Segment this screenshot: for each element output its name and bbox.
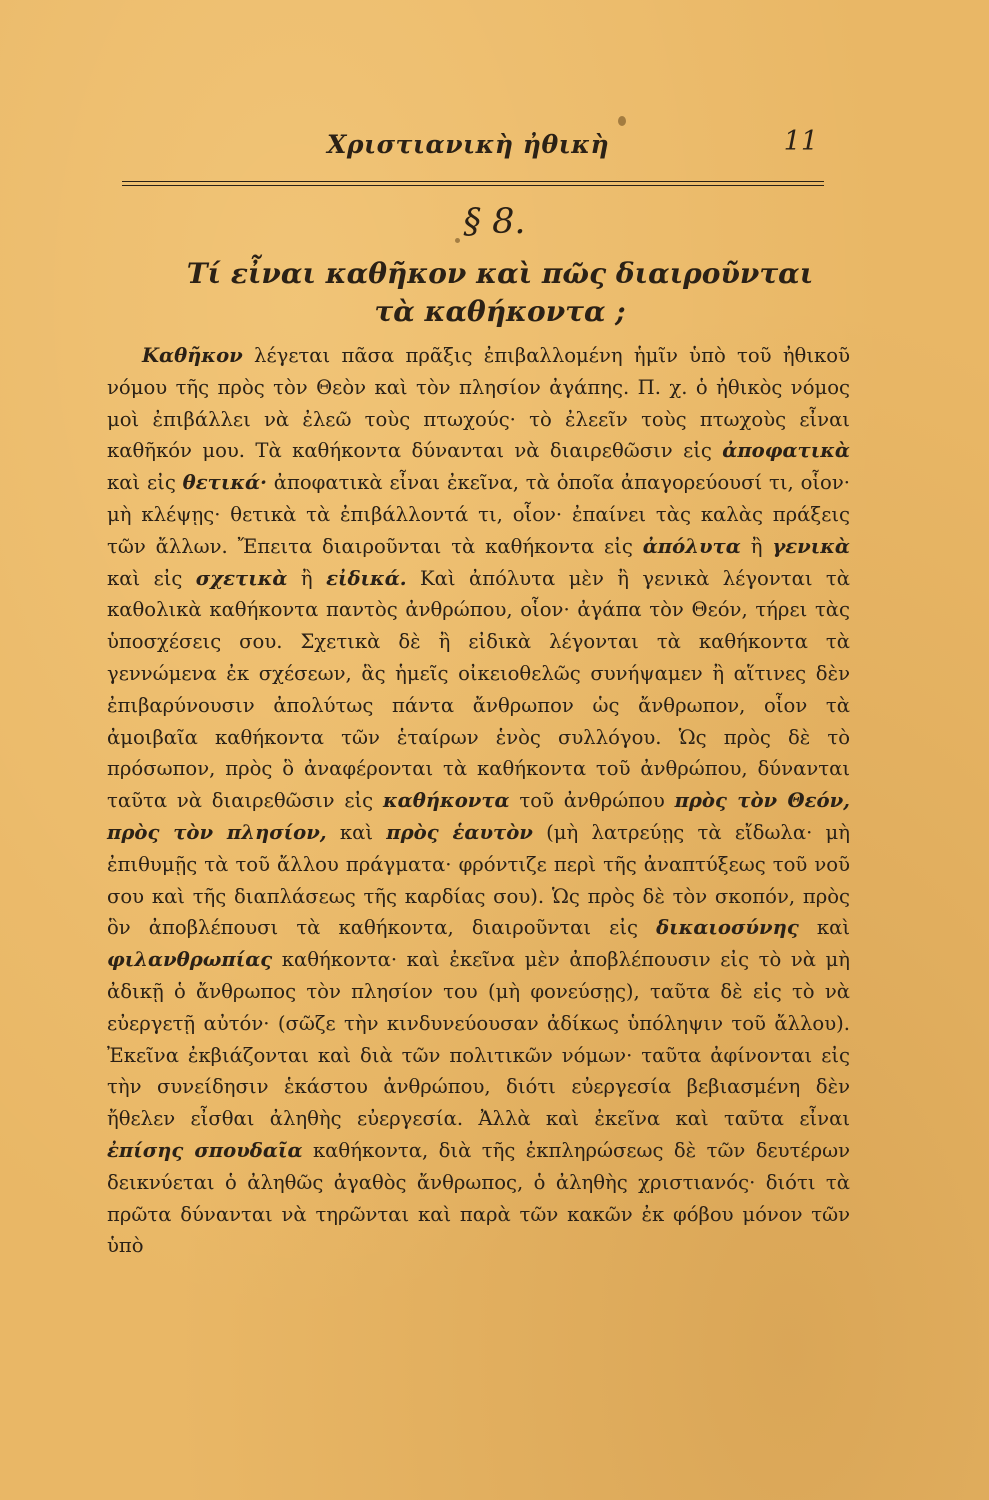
text-run: ἢ <box>740 534 773 558</box>
text-run: καθήκοντα, διὰ τῆς ἐκπληρώσεως δὲ τῶν δευτέρων δεικνύεται ὁ ἀληθῶς ἀγαθὸς ἄνθρωπος, ὁ ἀληθὴς χριστιανός· διότι τὰ πρῶτα δύνανται νὰ τηρῶνται καὶ παρὰ τῶν κακῶν ἐκ φόβου μόνον τῶν ὑπὸ <box>107 1138 850 1258</box>
running-head <box>122 126 822 170</box>
emphasis: θετικά· <box>182 471 267 495</box>
emphasis: πρὸς ἑαυτὸν <box>386 820 533 844</box>
emphasis: καθήκοντα <box>382 789 510 813</box>
emphasis: δικαιοσύνης <box>656 916 799 940</box>
text-run: καὶ <box>326 820 387 844</box>
section-title-line: Τί εἶναι καθῆκον καὶ πῶς διαιροῦνται <box>186 257 814 290</box>
text-run: καὶ εἰς <box>107 566 196 590</box>
text-run: τοῦ ἀνθρώπου <box>509 789 675 813</box>
emphasis: εἰδικά. <box>326 566 407 590</box>
rule-line <box>122 185 824 186</box>
emphasis: φιλανθρωπίας <box>107 948 273 972</box>
emphasis: ἀπόλυτα <box>642 534 741 558</box>
emphasis: ἐπίσης σπουδαῖα <box>107 1138 303 1162</box>
text-run: λέγεται πᾶσα πρᾶξις ἐπιβαλλομένη ἡμῖν ὑπὸ τοῦ ἠθικοῦ νόμου τῆς πρὸς τὸν Θεὸν καὶ τὸν πλησίον ἀγάπης. Π. χ. ὁ ἠθικὸς νόμος μοὶ ἐπιβάλλει νὰ ἐλεῶ τοὺς πτωχούς· τὸ ἐλεεῖν τοὺς πτωχοὺς εἶναι καθῆκόν μου. Τὰ καθήκοντα δύνανται νὰ διαιρεθῶσιν εἰς <box>107 344 850 463</box>
body-text <box>107 340 850 1262</box>
emphasis: πρὸς τὸν Θεόν, <box>674 789 850 813</box>
text-run: (μὴ λατρεύῃς τὰ εἴδωλα· μὴ ἐπιθυμῇς τὰ τοῦ ἄλλου πράγματα· φρόντιζε περὶ τῆς ἀναπτύξεως τοῦ νοῦ σου καὶ τῆς διαπλάσεως τῆς καρδίας σου). Ὡς πρὸς δὲ τὸν σκοπόν, πρὸς ὃν ἀποβλέπουσι τὰ καθήκοντα, διαιροῦνται εἰς <box>107 820 851 940</box>
running-title: Χριστιανικὴ ἠθικὴ <box>327 130 610 159</box>
emphasis: σχετικὰ <box>195 566 288 590</box>
text-run: καὶ <box>798 916 851 940</box>
section-number: § 8. <box>463 202 526 242</box>
emphasis: γενικὰ <box>772 534 850 558</box>
text-run: Καὶ ἀπόλυτα μὲν ἢ γενικὰ λέγονται τὰ καθολικὰ καθήκοντα παντὸς ἀνθρώπου, οἷον· ἀγάπα τὸν Θεόν, τήρει τὰς ὑποσχέσεις σου. Σχετικὰ δὲ ἢ εἰδικὰ λέγονται τὰ καθήκοντα τὰ γεννώμενα ἐκ σχέσεων, ἃς ἡμεῖς οἰκειοθελῶς συνήψαμεν ἢ αἵτινες δὲν ἐπιβαρύνουσιν ἀπολύτως πάντα ἄνθρωπον ὡς ἄνθρωπον, οἷον τὰ ἀμοιβαῖα καθήκοντα τῶν ἑταίρων ἑνὸς συλλόγου. Ὡς πρὸς δὲ τὸ πρόσωπον, πρὸς ὃ ἀναφέρονται τὰ καθήκοντα τοῦ ἀνθρώπου, δύνανται ταῦτα νὰ διαιρεθῶσιν εἰς <box>107 566 850 813</box>
emphasis: πρὸς τὸν πλησίον, <box>107 820 327 844</box>
section-title <box>130 255 870 331</box>
text-run: ἀποφατικὰ εἶναι ἐκεῖνα, τὰ ὁποῖα ἀπαγορεύουσί τι, οἷον· μὴ κλέψῃς· θετικὰ τὰ ἐπιβάλλοντά τι, οἷον· ἐπαίνει τὰς καλὰς πράξεις τῶν ἄλλων. Ἔπειτα διαιροῦνται τὰ καθήκοντα εἰς <box>107 471 850 558</box>
paragraph <box>107 340 850 1262</box>
rule-line <box>122 181 824 182</box>
ink-stain <box>618 116 626 126</box>
page-number: 11 <box>783 126 818 157</box>
text-run: καθήκοντα· καὶ ἐκεῖνα μὲν ἀποβλέπουσιν εἰς τὸ νὰ μὴ ἀδικῇ ὁ ἄνθρωπος τὸν πλησίον του (μὴ φονεύσῃς), ταῦτα δὲ εἰς τὸ νὰ εὐεργετῇ αὐτόν· (σῶζε τὴν κινδυνεύουσαν ἀδίκως ὑπόληψιν τοῦ ἄλλου). Ἐκεῖνα ἐκβιάζονται καὶ διὰ τῶν πολιτικῶν νόμων· ταῦτα ἀφίνονται εἰς τὴν συνείδησιν ἑκάστου ἀνθρώπου, διότι εὐεργεσία βεβιασμένη δὲν ἤθελεν εἶσθαι ἀληθὴς εὐεργεσία. Ἀλλὰ καὶ ἐκεῖνα καὶ ταῦτα εἶναι <box>107 948 850 1131</box>
text-run: ἢ <box>287 566 327 590</box>
text-run: καὶ εἰς <box>107 471 183 495</box>
emphasis: Καθῆκον <box>142 344 243 367</box>
emphasis: ἀποφατικὰ <box>722 439 850 463</box>
section-title-line: τὰ καθήκοντα ; <box>374 295 626 328</box>
